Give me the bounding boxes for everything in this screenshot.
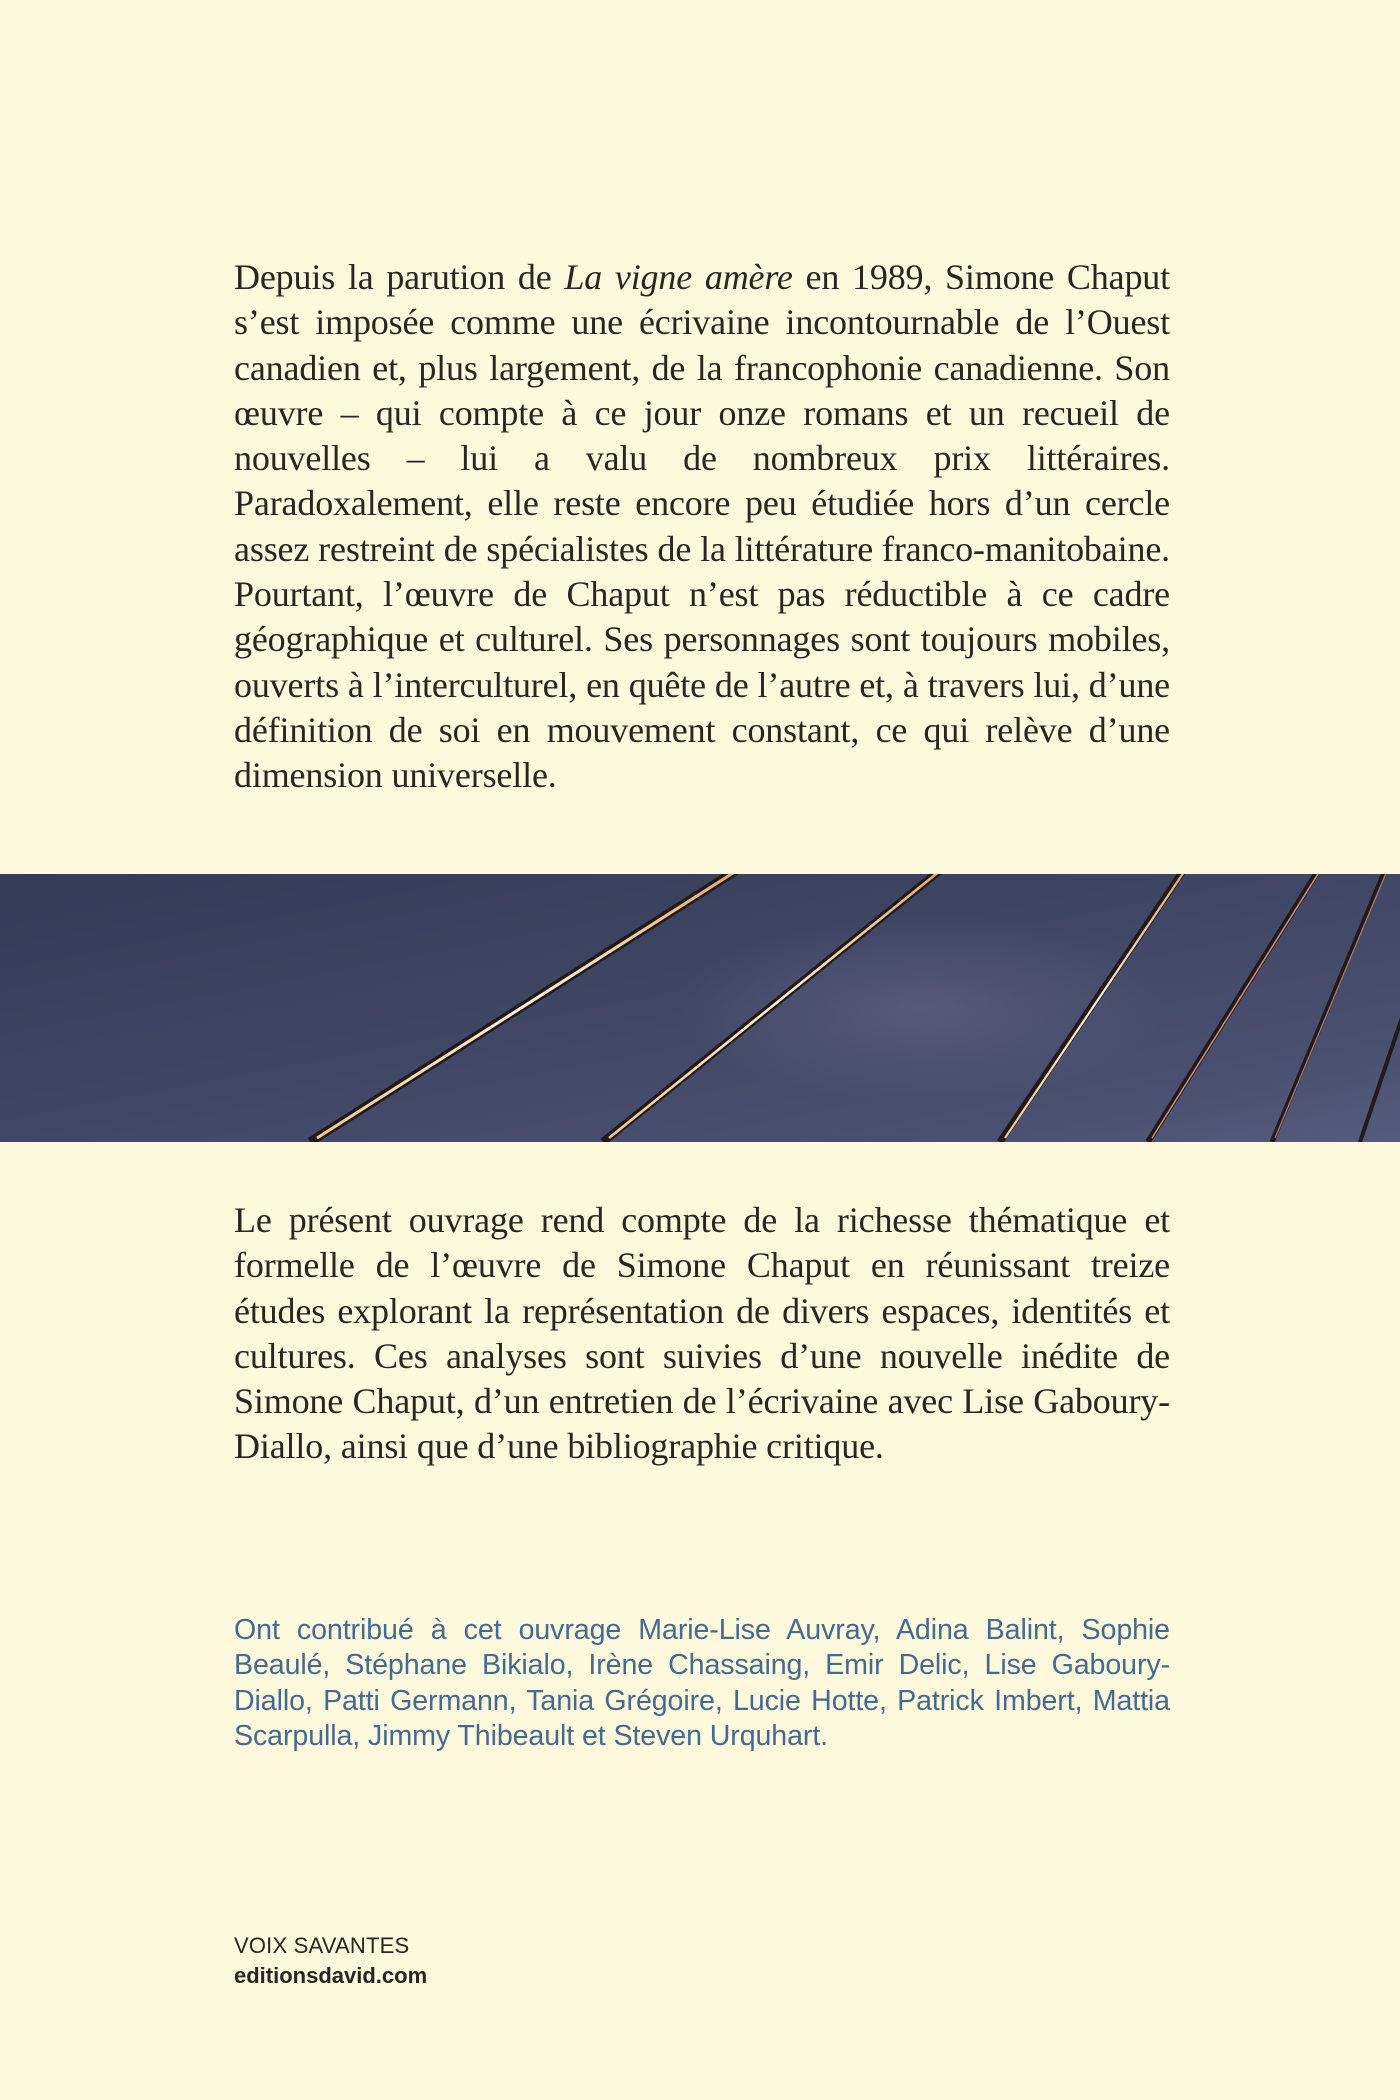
blurb-main-text: en 1989, Simone Chaput s’est imposée comme une écrivaine incontournable de l’Ouest canadien et, plus largement, de la francophonie canadienne. Son œuvre – qui compte à ce jour onze romans et un recueil de nouvelles – lui a valu de nombreux prix littéraires. Paradoxalement, elle reste encore peu étudiée hors d’un cercle assez restreint de spécialistes de la littérature franco-manitobaine. Pourtant, l’œuvre de Chaput n’est pas réductible à ce cadre géographique et culturel. Ses personnages sont toujours mobiles, ouverts à l’interculturel, en quête de l’autre et, à travers lui, d’une définition de soi en mouvement constant, ce qui relève d’une dimension universelle. [234, 257, 1171, 796]
series-name: VOIX SAVANTES [234, 1933, 410, 1958]
blurb-paragraph-2: Le présent ouvrage rend compte de la richesse thématique et formelle de l’œuvre de Simone Chaput en réunissant treize études explorant la représentation de divers espaces, identités et cultures. Ces analyses sont suivies d’une nouvelle inédite de Simone Chaput, d’un entretien de l’écrivaine avec Lise Gaboury-Diallo, ainsi que d’une bibliographie critique. [234, 1200, 1170, 1467]
blurb-paragraph-1 [234, 255, 1170, 799]
book-title-italic: La vigne amère [564, 257, 793, 297]
blurb-intro-text: Depuis la parution de [234, 257, 565, 297]
bridge-cables-photo [0, 874, 1400, 1142]
contributors-list: Ont contribué à cet ouvrage Marie-Lise Auvray, Adina Balint, Sophie Beaulé, Stéphane Bikialo, Irène Chassaing, Emir Delic, Lise Gaboury-Diallo, Patti Germann, Tania Grégoire, Lucie Hotte, Patrick Imbert, Mattia Scarpulla, Jimmy Thibeault et Steven Urquhart. [234, 1614, 1170, 1752]
publisher-website: editionsdavid.com [234, 1963, 428, 1988]
